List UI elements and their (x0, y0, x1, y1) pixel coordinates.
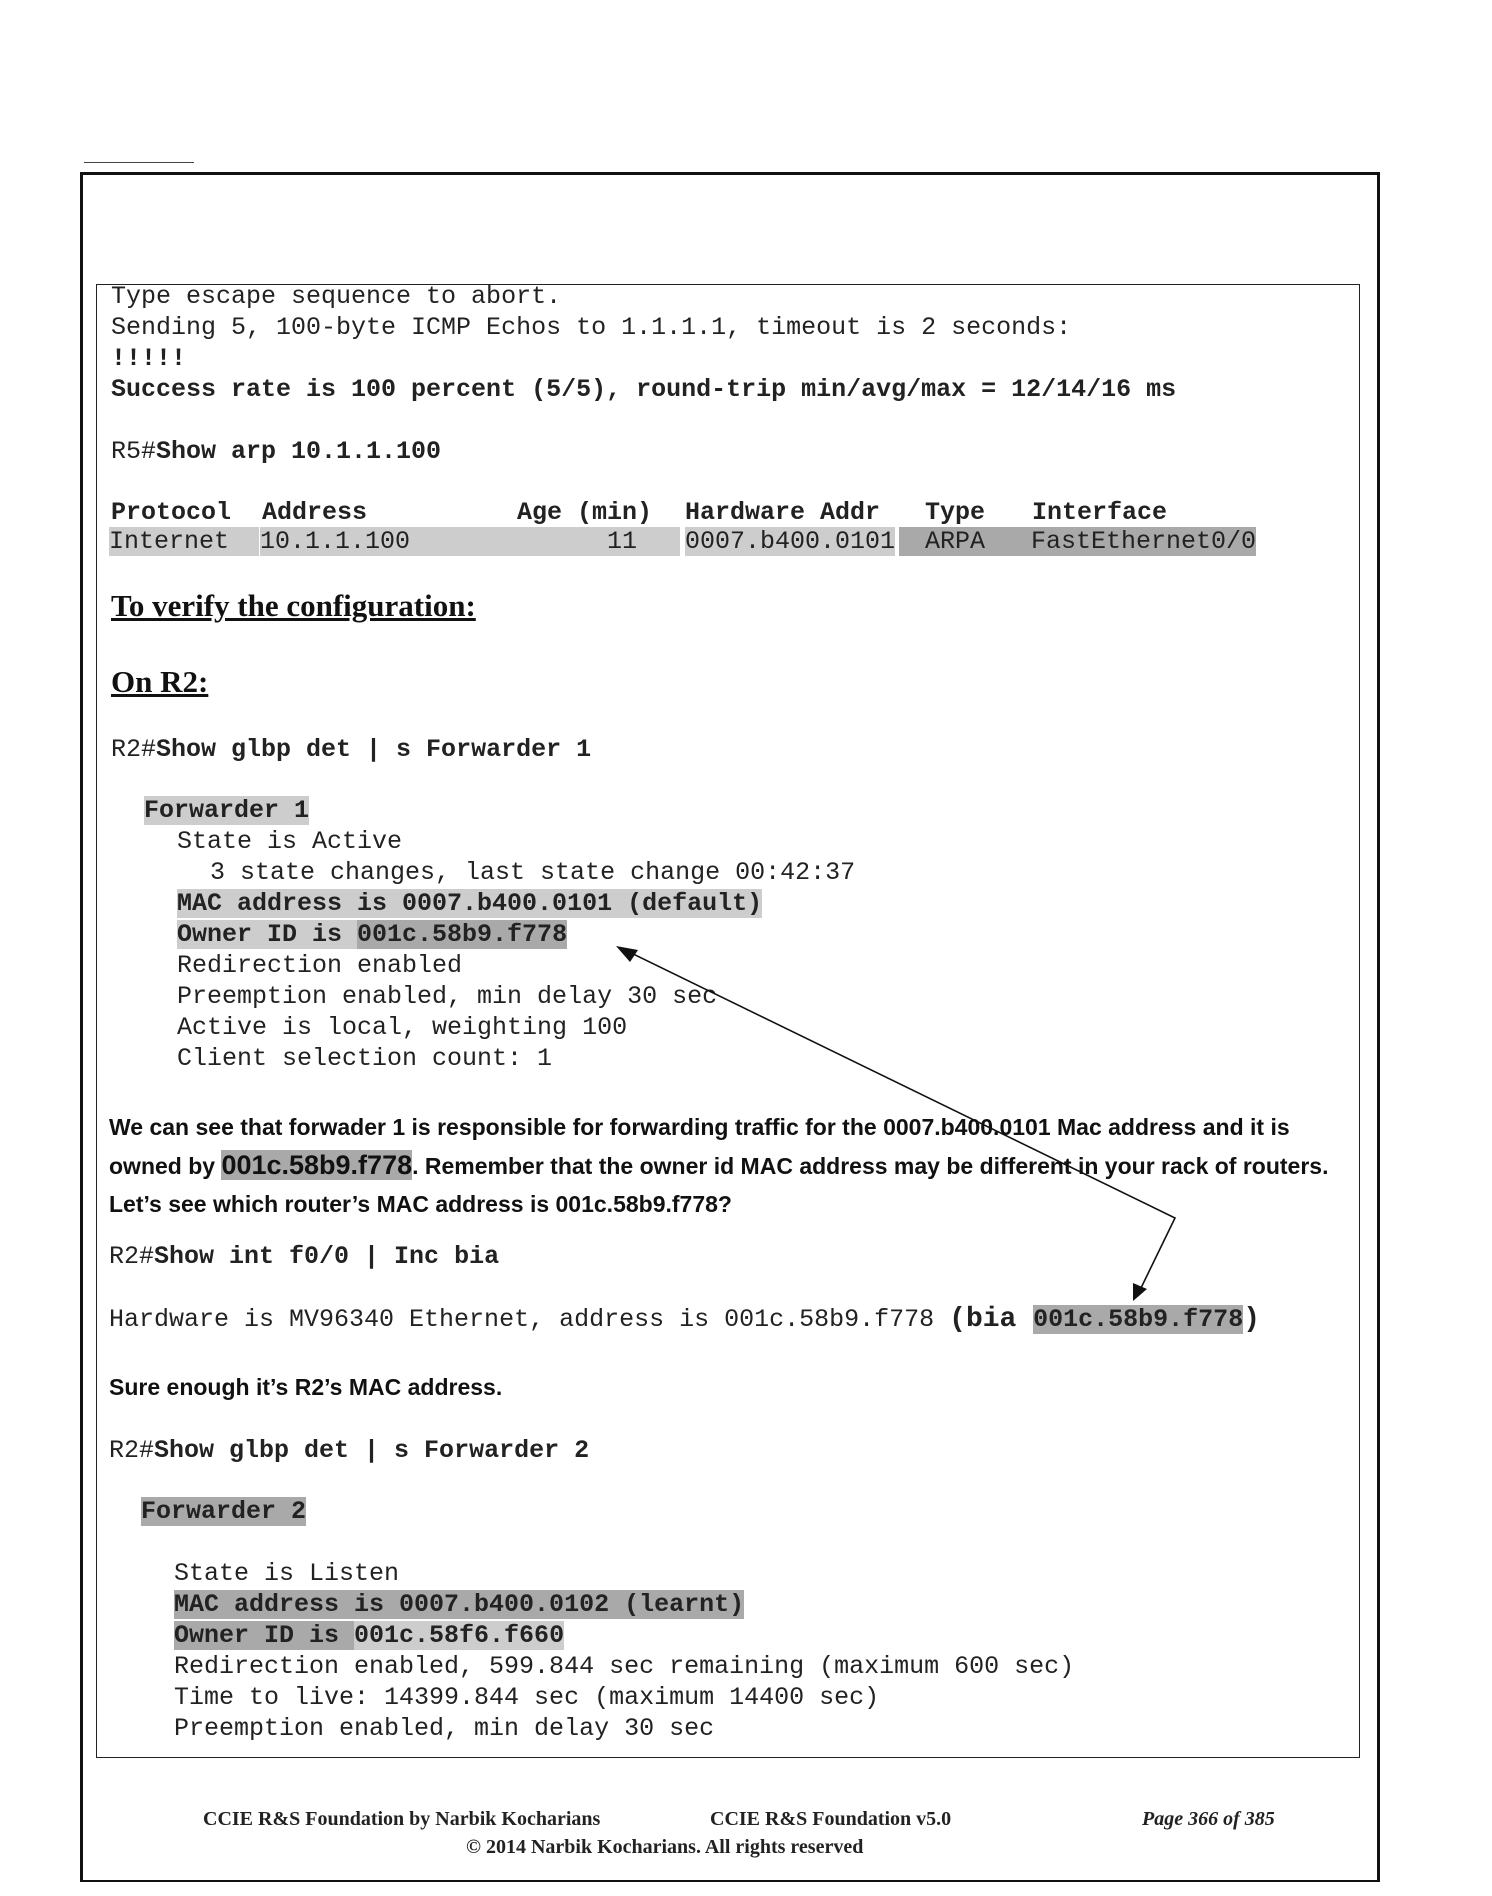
command: Show int f0/0 | Inc bia (154, 1242, 500, 1271)
fwd2-redirect: Redirection enabled, 599.844 sec remaining (maximum 600 sec) (174, 1652, 1075, 1681)
fwd1-state: State is Active (177, 827, 403, 856)
fwd2-ttl: Time to live: 14399.844 sec (maximum 14400 sec) (174, 1683, 880, 1712)
para1-owner: 001c.58b9.f778 (221, 1150, 413, 1180)
arrow-head-up (616, 946, 638, 962)
cell-interface: FastEthernet0/0 (1031, 527, 1257, 556)
prompt: R2# (109, 1436, 155, 1465)
ping-line-1: Type escape sequence to abort. (111, 282, 562, 311)
header-address: Address (262, 498, 368, 527)
verify-heading: To verify the configuration: (111, 588, 476, 623)
fwd2-preempt: Preemption enabled, min delay 30 sec (174, 1714, 715, 1743)
bia-label: (bia (949, 1304, 1034, 1335)
fwd1-client: Client selection count: 1 (177, 1044, 553, 1073)
cell-age: 11 (607, 527, 638, 556)
footer-copyright: © 2014 Narbik Kocharians. All rights reserved (466, 1836, 864, 1858)
fwd2-title: Forwarder 2 (141, 1497, 307, 1526)
footer-page: Page 366 of 385 (1142, 1808, 1275, 1830)
bia-value: 001c.58b9.f778 (1033, 1305, 1244, 1334)
prompt: R2# (111, 735, 157, 764)
header-interface: Interface (1032, 498, 1168, 527)
cell-protocol: Internet (109, 527, 259, 556)
ping-line-2: Sending 5, 100-byte ICMP Echos to 1.1.1.1, timeout is 2 seconds: (111, 313, 1072, 342)
header-hardware-addr: Hardware Addr (685, 498, 881, 527)
para1-text-a: We can see that forwader 1 is responsible for forwarding traffic for the 0007.b400.0101 Mac address and it is owned by (109, 1114, 1290, 1179)
para1-text-b: . Remember that the owner id MAC address may be different in your rack of routers. Let’s see which router’s MAC address is 001c.58b9.f778? (109, 1153, 1329, 1217)
cell-address: 10.1.1.100 (260, 527, 680, 556)
fwd1-title: Forwarder 1 (144, 796, 310, 825)
ping-line-3: !!!!! (111, 344, 187, 373)
fwd1-redirect: Redirection enabled (177, 951, 463, 980)
on-r2-heading: On R2: (111, 664, 209, 699)
fwd1-mac: MAC address is 0007.b400.0101 (default) (177, 889, 763, 918)
command: Show glbp det | s Forwarder 2 (154, 1436, 590, 1465)
bia-close: ) (1243, 1304, 1261, 1335)
hw-prefix: Hardware is MV96340 Ethernet, address is 001c.58b9.f778 (109, 1305, 950, 1334)
confirm-paragraph: Sure enough it’s R2’s MAC address. (109, 1374, 503, 1400)
prompt: R2# (109, 1242, 155, 1271)
fwd2-state: State is Listen (174, 1559, 400, 1588)
fwd1-owner-label: Owner ID is (177, 920, 358, 949)
fwd1-preempt: Preemption enabled, min delay 30 sec (177, 982, 718, 1011)
arrow-line (625, 950, 1175, 1290)
command: Show glbp det | s Forwarder 1 (156, 735, 592, 764)
fwd1-active: Active is local, weighting 100 (177, 1013, 628, 1042)
ping-line-4: Success rate is 100 percent (5/5), round-trip min/avg/max = 12/14/16 ms (111, 375, 1177, 404)
header-type: Type (925, 498, 986, 527)
fwd1-changes: 3 state changes, last state change 00:42:37 (210, 858, 856, 887)
command: Show arp 10.1.1.100 (156, 437, 442, 466)
fwd1-owner-value: 001c.58b9.f778 (357, 920, 568, 949)
arrow-head-down (1133, 1283, 1147, 1301)
fwd2-owner-value: 001c.58f6.f660 (354, 1621, 565, 1650)
cell-hardware-addr: 0007.b400.0101 (685, 527, 896, 556)
footer-middle: CCIE R&S Foundation v5.0 (710, 1808, 952, 1830)
fwd2-owner-label: Owner ID is (174, 1621, 355, 1650)
footer-left: CCIE R&S Foundation by Narbik Kocharians (203, 1808, 601, 1830)
header-age: Age (min) (517, 498, 653, 527)
cell-type: ARPA (925, 527, 986, 556)
prompt: R5# (111, 437, 157, 466)
fwd2-mac: MAC address is 0007.b400.0102 (learnt) (174, 1590, 745, 1619)
header-protocol: Protocol (111, 498, 232, 527)
